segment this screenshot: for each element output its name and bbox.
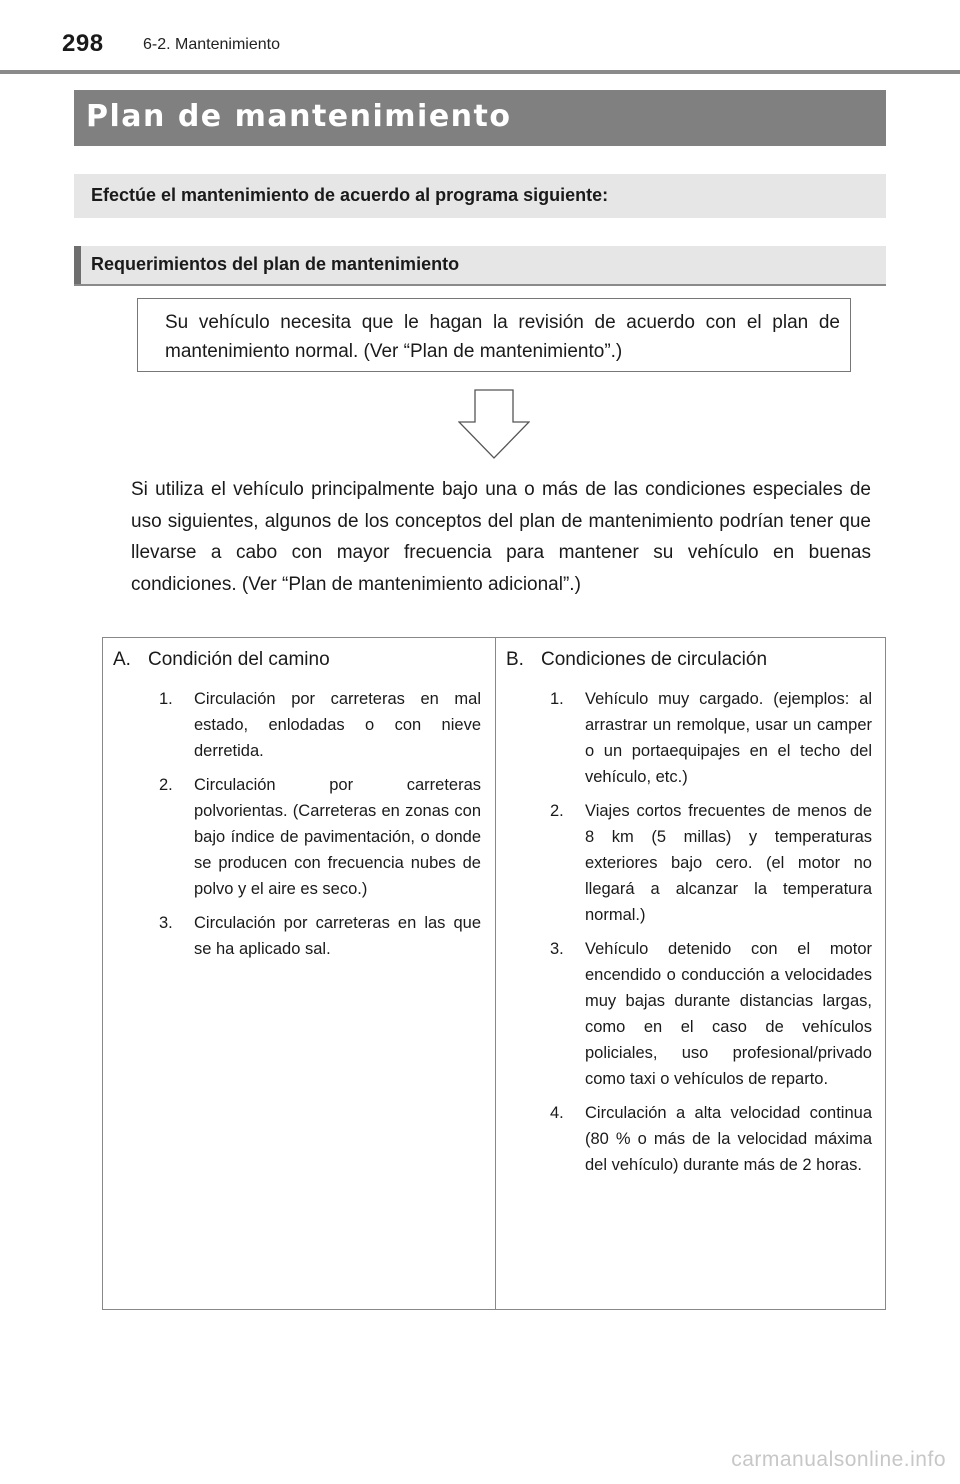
item-text: Circulación por carreteras en las que se ha aplicado sal. <box>194 914 481 958</box>
item-number: 2. <box>159 776 173 794</box>
page-title: Plan de mantenimiento <box>86 99 512 134</box>
item-number: 3. <box>550 940 564 958</box>
column-b-title: Condiciones de circulación <box>541 649 768 670</box>
item-number: 4. <box>550 1104 564 1122</box>
road-condition-column <box>103 638 495 1309</box>
list-item <box>496 936 886 1092</box>
driving-condition-column <box>496 638 886 1309</box>
item-text: Vehículo detenido con el motor encendido o conducción a velocidades muy bajas durante distancias largas, como en el caso de vehículos policiales, uso profesional/privado como taxi o vehículos de reparto. <box>585 940 872 1088</box>
column-b-heading <box>506 649 767 671</box>
column-b-list <box>496 686 886 1186</box>
item-number: 2. <box>550 802 564 820</box>
list-item <box>103 910 495 962</box>
item-number: 1. <box>550 690 564 708</box>
site-watermark: carmanualsonline.info <box>731 1448 946 1471</box>
maintenance-note-box <box>137 298 851 372</box>
list-item <box>103 686 495 764</box>
item-text: Viajes cortos frecuentes de menos de 8 km (5 millas) y temperaturas exteriores bajo cero. (el motor no llegará a alcanzar la temperatura normal.) <box>585 802 872 924</box>
item-number: 3. <box>159 914 173 932</box>
list-item <box>496 1100 886 1178</box>
subheading-accent <box>74 246 81 284</box>
note-text: Su vehículo necesita que le hagan la revisión de acuerdo con el plan de mantenimiento normal. (Ver “Plan de mantenimiento”.) <box>165 312 840 362</box>
column-b-letter: B. <box>506 649 524 670</box>
down-arrow-icon <box>458 389 530 459</box>
conditions-table <box>102 637 886 1310</box>
item-number: 1. <box>159 690 173 708</box>
column-a-list <box>103 686 495 970</box>
list-item <box>496 798 886 928</box>
page-number: 298 <box>62 30 104 57</box>
intro-banner <box>74 174 886 218</box>
item-text: Circulación por carreteras en mal estado, enlodadas o con nieve derretida. <box>194 690 481 760</box>
intro-text: Efectúe el mantenimiento de acuerdo al programa siguiente: <box>91 185 609 205</box>
item-text: Circulación por carreteras polvorientas. (Carreteras en zonas con bajo índice de pavimentación, o donde se producen con frecuencia nubes de polvo y el aire es seco.) <box>194 776 481 898</box>
column-a-heading <box>113 649 330 671</box>
column-a-letter: A. <box>113 649 131 670</box>
subheading-text: Requerimientos del plan de mantenimiento <box>91 254 460 274</box>
special-conditions-paragraph: Si utiliza el vehículo principalmente bajo una o más de las condiciones especiales de uso siguientes, algunos de los conceptos del plan de mantenimiento podrían tener que llevarse a cabo con mayor frecuencia para mantener su vehículo en buenas condiciones. (Ver “Plan de mantenimiento adicional”.) <box>131 479 871 595</box>
item-text: Circulación a alta velocidad continua (80 % o más de la velocidad máxima del vehículo) durante más de 2 horas. <box>585 1104 872 1174</box>
page-header <box>0 0 960 78</box>
item-text: Vehículo muy cargado. (ejemplos: al arrastrar un remolque, usar un camper o un portaequipajes en el techo del vehículo, etc.) <box>585 690 872 786</box>
column-a-title: Condición del camino <box>148 649 330 670</box>
list-item <box>496 686 886 790</box>
subheading-banner <box>74 246 886 286</box>
header-divider <box>0 70 960 74</box>
title-banner <box>74 90 886 146</box>
section-label: 6-2. Mantenimiento <box>143 36 280 53</box>
list-item <box>103 772 495 902</box>
